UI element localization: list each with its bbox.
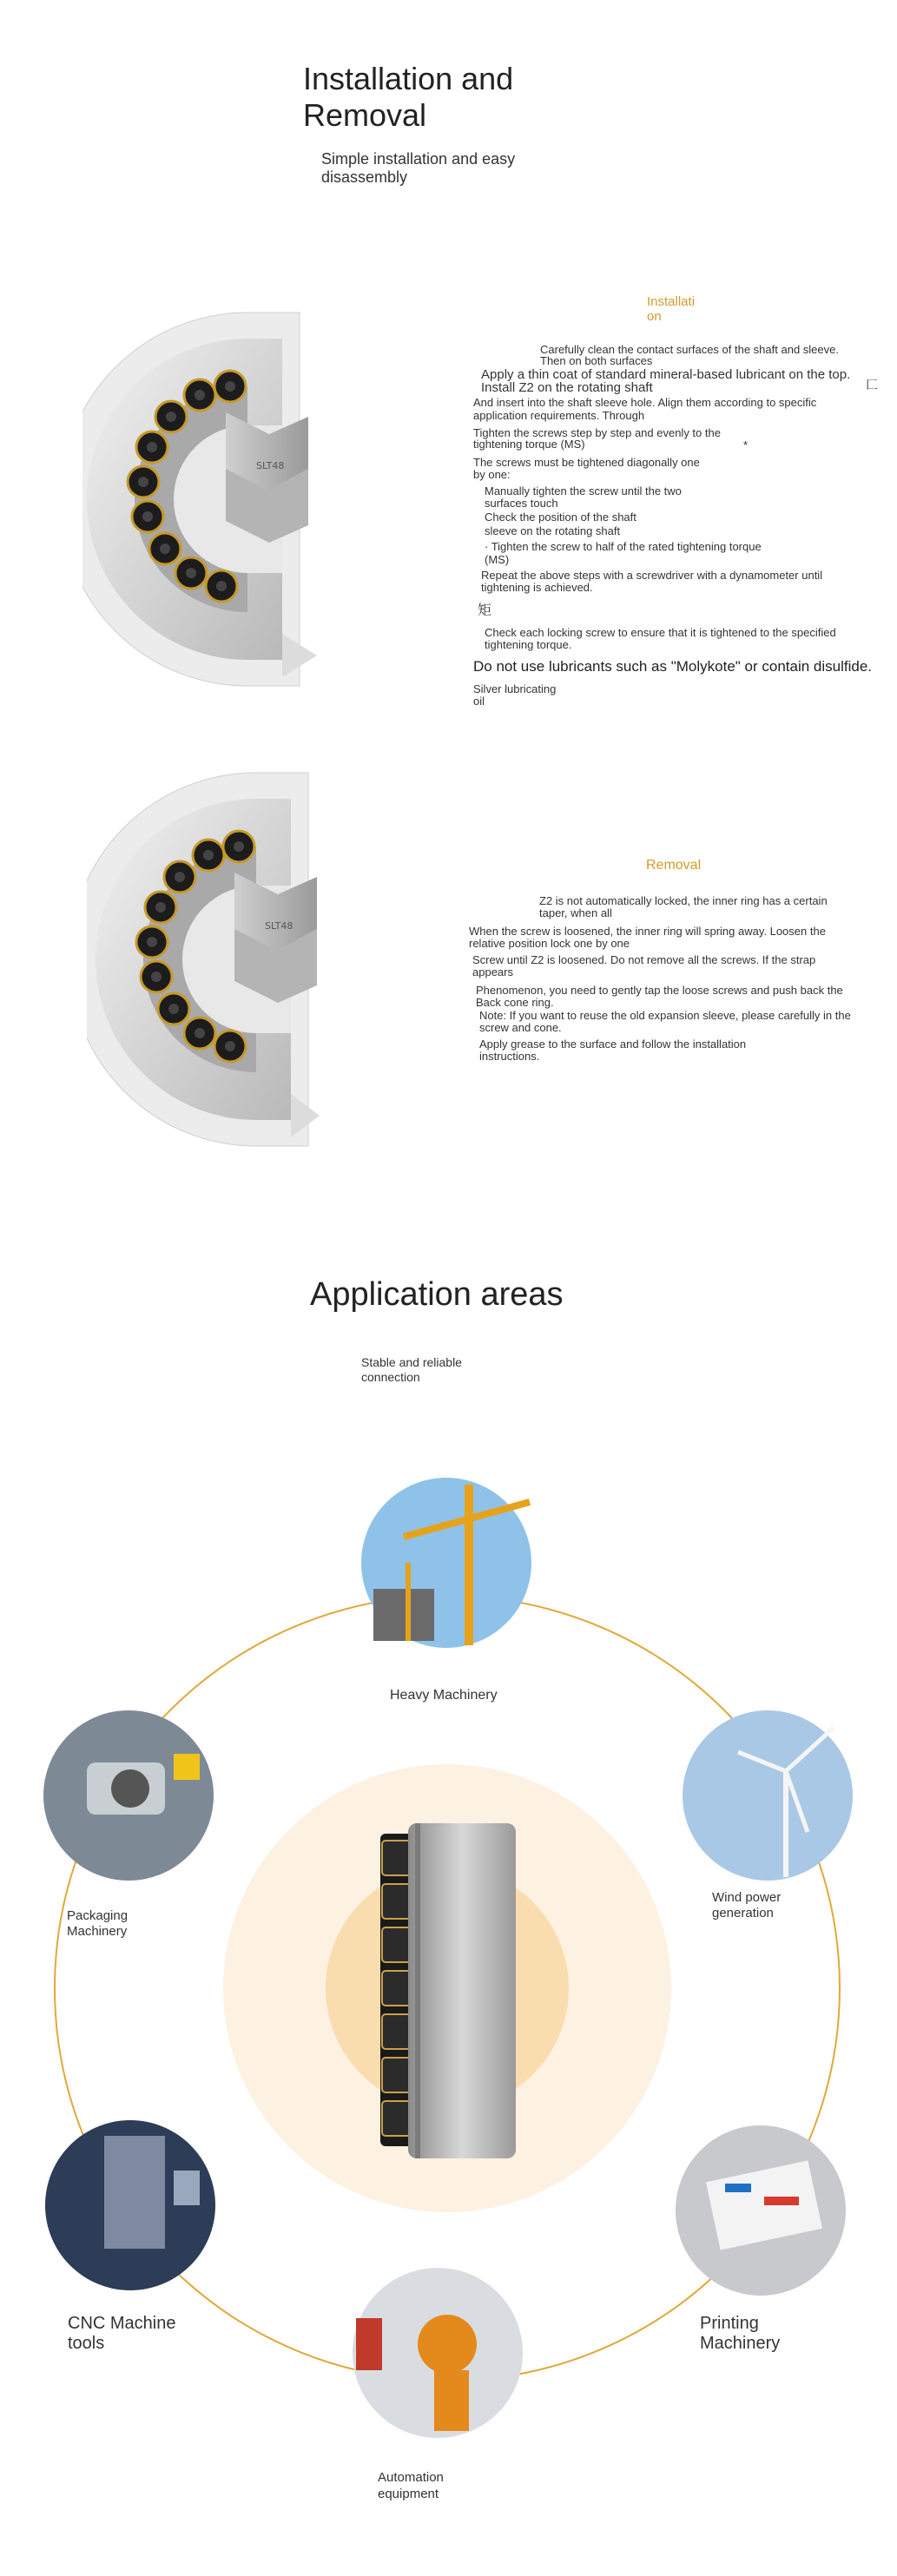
label-line-1: Wind power	[712, 1890, 782, 1905]
removal-step-text: relative position lock one by one	[469, 937, 630, 950]
title-line-1: Installation and	[303, 61, 514, 96]
automation-equipment-image	[353, 2268, 523, 2438]
install-warning: Do not use lubricants such as "Molykote" or contain disulfide.	[473, 658, 873, 675]
removal-step-text: Back cone ring.	[476, 996, 554, 1009]
install-step-text: by one:	[473, 468, 511, 481]
label-printing-machinery	[700, 2314, 780, 2354]
removal-step-text: screw and cone.	[479, 1021, 562, 1034]
installation-heading-line-1: Installati	[647, 294, 696, 309]
removal-step-text: Screw until Z2 is loosened. Do not remove all the screws. If the strap	[472, 953, 816, 966]
label-line-2: tools	[68, 2334, 105, 2353]
install-step-text: Repeat the above steps with a screwdriver with a dynamometer until	[481, 569, 823, 582]
applications-subtitle	[361, 1355, 462, 1385]
install-step-text: Tighten the screws step by step and evenly to the	[473, 426, 721, 439]
removal-step-text: Z2 is not automatically locked, the inner ring has a certain	[539, 894, 828, 907]
label-automation-equipment	[378, 2469, 444, 2502]
install-step-text: tightening torque.	[485, 638, 572, 651]
applications-subtitle-line-1: Stable and reliable	[361, 1355, 462, 1369]
expansion-sleeve-image-install	[82, 304, 317, 695]
installation-heading	[647, 294, 695, 324]
title-line-2: Removal	[303, 97, 427, 133]
cnc-machine-image	[45, 2120, 215, 2290]
label-line-1: Automation	[378, 2470, 444, 2485]
label-line-1: CNC Machine	[68, 2314, 176, 2333]
product-marking-1: SLT48	[256, 460, 285, 471]
install-step-text: The screws must be tightened diagonally one	[473, 456, 700, 469]
central-product	[380, 1823, 516, 2158]
page-subtitle	[321, 150, 515, 187]
install-step-text: Manually tighten the screw until the two	[485, 484, 682, 497]
install-step-text: · Tighten the screw to half of the rated tightening torque	[485, 540, 762, 553]
printing-machinery-image	[676, 2125, 846, 2296]
install-step-text: Carefully clean the contact surfaces of the shaft and sleeve.	[540, 343, 839, 356]
install-step-text: tightening torque (MS)	[473, 438, 585, 451]
page-title	[303, 61, 513, 134]
heavy-machinery-image	[361, 1478, 531, 1648]
removal-step-text: Phenomenon, you need to gently tap the loose screws and push back the	[476, 984, 843, 997]
install-step-text: 矩	[478, 603, 492, 618]
label-line-2: Machinery	[700, 2334, 781, 2353]
removal-heading: Removal	[646, 858, 702, 873]
expansion-sleeve-image-removal	[87, 764, 321, 1155]
removal-step-text: instructions.	[479, 1050, 540, 1063]
product-marking-2: SLT48	[265, 920, 294, 932]
label-wind-power	[712, 1890, 781, 1921]
install-step-text: surfaces touch	[485, 497, 558, 510]
subtitle-line-2: disassembly	[321, 168, 408, 186]
label-heavy-machinery	[390, 1687, 498, 1704]
subtitle-line-1: Simple installation and easy	[321, 150, 516, 168]
stray-mark: 匚	[866, 378, 878, 392]
label-line-1: Packaging	[67, 1908, 129, 1923]
removal-step-text: When the screw is loosened, the inner ring will spring away. Loosen the	[469, 925, 826, 938]
install-step-text: Check each locking screw to ensure that it is tightened to the specified	[485, 626, 836, 639]
label-line-1: Heavy Machinery	[390, 1688, 498, 1703]
install-step-text: oil	[473, 695, 485, 708]
wind-power-image	[683, 1710, 853, 1881]
install-step-text: sleeve on the rotating shaft	[485, 524, 621, 537]
removal-step-text: appears	[472, 965, 513, 978]
label-line-1: Printing	[700, 2314, 759, 2333]
removal-step-text: taper, when all	[539, 906, 612, 919]
install-step-text: (MS)	[485, 553, 510, 566]
install-step-text: Apply a thin coat of standard mineral-based lubricant on the top.	[481, 367, 851, 382]
removal-step-text: Apply grease to the surface and follow the installation	[479, 1038, 747, 1051]
install-step-text: Silver lubricating	[473, 682, 557, 695]
removal-step-text: Note: If you want to reuse the old expansion sleeve, please carefully in the	[479, 1009, 851, 1022]
packaging-machinery-image	[43, 1710, 214, 1881]
label-line-2: Machinery	[67, 1924, 128, 1939]
applications-title: Application areas	[310, 1276, 564, 1313]
install-step-text: Then on both surfaces	[540, 354, 653, 367]
label-line-2: generation	[712, 1906, 774, 1920]
label-packaging-machinery	[67, 1908, 128, 1940]
install-step-text: Install Z2 on the rotating shaft	[481, 380, 653, 395]
installation-heading-line-2: on	[647, 309, 662, 324]
install-step-text: And insert into the shaft sleeve hole. Align them according to specific	[473, 396, 817, 409]
applications-subtitle-line-2: connection	[361, 1370, 420, 1384]
label-cnc-machine-tools	[68, 2314, 175, 2354]
label-line-2: equipment	[378, 2487, 439, 2501]
install-step-text: Check the position of the shaft	[485, 511, 636, 524]
install-step-text: tightening is achieved.	[481, 581, 593, 594]
install-step-text: application requirements. Through	[473, 409, 645, 422]
applications-diagram	[0, 1476, 897, 2535]
stray-mark: *	[743, 438, 749, 451]
